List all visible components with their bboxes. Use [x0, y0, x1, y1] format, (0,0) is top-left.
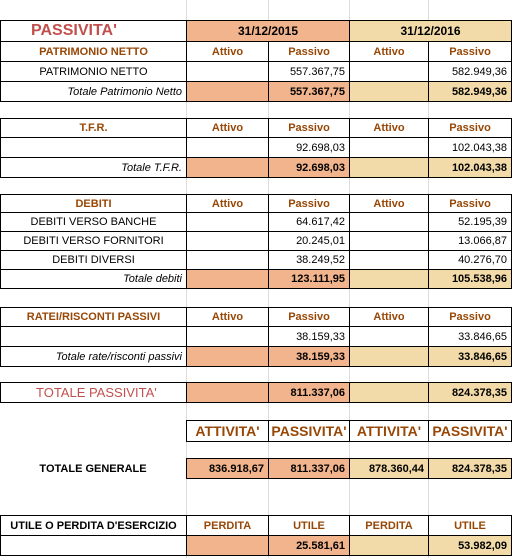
cell-empty[interactable]	[186, 82, 268, 102]
cell-value[interactable]: 557.367,75	[268, 62, 349, 82]
total-row	[0, 347, 512, 367]
cell-value[interactable]: 64.617,42	[268, 213, 349, 232]
cell-empty[interactable]	[186, 382, 268, 403]
total-value[interactable]: 824.378,35	[428, 458, 512, 479]
total-label: Totale T.F.R.	[0, 158, 186, 178]
cell-empty[interactable]	[186, 232, 268, 251]
row-label: DEBITI DIVERSI	[0, 251, 186, 270]
cell-empty[interactable]	[349, 536, 428, 556]
col-passivo: Passivo	[268, 307, 349, 327]
total-label: Totale Patrimonio Netto	[0, 82, 186, 102]
debiti-header-row	[0, 194, 512, 213]
cell-value[interactable]: 102.043,38	[428, 138, 512, 158]
table-row	[0, 138, 512, 158]
cell-empty[interactable]	[349, 213, 428, 232]
patrimonio-header-row	[0, 42, 512, 62]
total-label: Totale debiti	[0, 270, 186, 289]
col-passivo: Passivo	[268, 42, 349, 62]
header-attivita: ATTIVITA'	[349, 420, 428, 442]
col-passivo: Passivo	[428, 194, 512, 213]
cell-empty[interactable]	[186, 327, 268, 347]
total-row	[0, 270, 512, 289]
cell-value[interactable]: 20.245,01	[268, 232, 349, 251]
col-attivo: Attivo	[186, 307, 268, 327]
col-attivo: Attivo	[186, 118, 268, 138]
table-row	[0, 251, 512, 270]
cell-empty[interactable]	[349, 347, 428, 367]
row-label: DEBITI VERSO BANCHE	[0, 213, 186, 232]
table-row	[0, 232, 512, 251]
cell-empty[interactable]	[186, 62, 268, 82]
cell-empty[interactable]	[186, 138, 268, 158]
total-value[interactable]: 92.698,03	[268, 158, 349, 178]
col-attivo: Attivo	[349, 42, 428, 62]
cell-value[interactable]: 33.846,65	[428, 327, 512, 347]
col-attivo: Attivo	[349, 194, 428, 213]
section-heading: PATRIMONIO NETTO	[0, 42, 186, 62]
total-value[interactable]: 836.918,67	[186, 458, 268, 479]
header-passivita: PASSIVITA'	[428, 420, 512, 442]
total-row	[0, 158, 512, 178]
section-heading: DEBITI	[0, 194, 186, 213]
total-value[interactable]: 123.111,95	[268, 270, 349, 289]
cell-empty[interactable]	[349, 382, 428, 403]
cell-empty[interactable]	[186, 536, 268, 556]
total-value[interactable]: 824.378,35	[428, 382, 512, 403]
col-utile: UTILE	[268, 515, 349, 536]
cell-empty[interactable]	[349, 270, 428, 289]
utile-label: UTILE O PERDITA D'ESERCIZIO	[0, 515, 186, 536]
row-label	[0, 138, 186, 158]
totale-generale-row	[0, 458, 512, 479]
col-passivo: Passivo	[428, 118, 512, 138]
total-value[interactable]: 811.337,06	[268, 458, 349, 479]
col-passivo: Passivo	[428, 307, 512, 327]
col-perdita: PERDITA	[186, 515, 268, 536]
total-value[interactable]: 582.949,36	[428, 82, 512, 102]
header-row	[0, 20, 512, 42]
cell-empty[interactable]	[186, 158, 268, 178]
col-passivo: Passivo	[428, 42, 512, 62]
page-title: PASSIVITA'	[0, 20, 186, 42]
total-value[interactable]: 33.846,65	[428, 347, 512, 367]
col-passivo: Passivo	[268, 194, 349, 213]
total-value[interactable]: 105.538,96	[428, 270, 512, 289]
row-label: PATRIMONIO NETTO	[0, 62, 186, 82]
col-attivo: Attivo	[349, 118, 428, 138]
year-2016-header: 31/12/2016	[349, 20, 512, 42]
totale-passivita-label: TOTALE PASSIVITA'	[0, 382, 186, 403]
cell-value[interactable]: 52.195,39	[428, 213, 512, 232]
table-row	[0, 327, 512, 347]
tfr-header-row	[0, 118, 512, 138]
utile-values-row	[0, 536, 512, 556]
header-attivita: ATTIVITA'	[186, 420, 268, 442]
cell-empty[interactable]	[349, 62, 428, 82]
table-row	[0, 213, 512, 232]
row-label	[0, 327, 186, 347]
col-attivo: Attivo	[186, 42, 268, 62]
cell-empty[interactable]	[186, 213, 268, 232]
cell-empty[interactable]	[349, 232, 428, 251]
totale-passivita-row	[0, 382, 512, 403]
total-value[interactable]: 811.337,06	[268, 382, 349, 403]
cell-value[interactable]: 38.249,52	[268, 251, 349, 270]
year-2015-header: 31/12/2015	[186, 20, 349, 42]
total-value[interactable]: 38.159,33	[268, 347, 349, 367]
total-label: Totale rate/risconti passivi	[0, 347, 186, 367]
cell-empty[interactable]	[349, 82, 428, 102]
cell-empty[interactable]	[186, 270, 268, 289]
utile-value[interactable]: 53.982,09	[428, 536, 512, 556]
cell-empty[interactable]	[186, 251, 268, 270]
cell-empty[interactable]	[349, 251, 428, 270]
cell-value[interactable]: 92.698,03	[268, 138, 349, 158]
summary-header-row	[0, 420, 512, 442]
cell-empty[interactable]	[349, 327, 428, 347]
table-row	[0, 62, 512, 82]
col-attivo: Attivo	[186, 194, 268, 213]
section-heading: RATEI/RISCONTI PASSIVI	[0, 307, 186, 327]
ratei-header-row	[0, 307, 512, 327]
utile-header-row	[0, 515, 512, 536]
cell-empty[interactable]	[349, 158, 428, 178]
utile-value[interactable]: 25.581,61	[268, 536, 349, 556]
row-label	[0, 536, 186, 556]
cell-value[interactable]: 38.159,33	[268, 327, 349, 347]
row-label: DEBITI VERSO FORNITORI	[0, 232, 186, 251]
cell-value[interactable]: 40.276,70	[428, 251, 512, 270]
total-value[interactable]: 102.043,38	[428, 158, 512, 178]
total-value[interactable]: 878.360,44	[349, 458, 428, 479]
header-passivita: PASSIVITA'	[268, 420, 349, 442]
cell-value[interactable]: 582.949,36	[428, 62, 512, 82]
cell-empty[interactable]	[349, 138, 428, 158]
col-utile: UTILE	[428, 515, 512, 536]
col-perdita: PERDITA	[349, 515, 428, 536]
section-heading: T.F.R.	[0, 118, 186, 138]
totale-generale-label: TOTALE GENERALE	[39, 462, 147, 475]
col-attivo: Attivo	[349, 307, 428, 327]
total-row	[0, 82, 512, 102]
total-value[interactable]: 557.367,75	[268, 82, 349, 102]
col-passivo: Passivo	[268, 118, 349, 138]
cell-value[interactable]: 13.066,87	[428, 232, 512, 251]
cell-empty[interactable]	[186, 347, 268, 367]
